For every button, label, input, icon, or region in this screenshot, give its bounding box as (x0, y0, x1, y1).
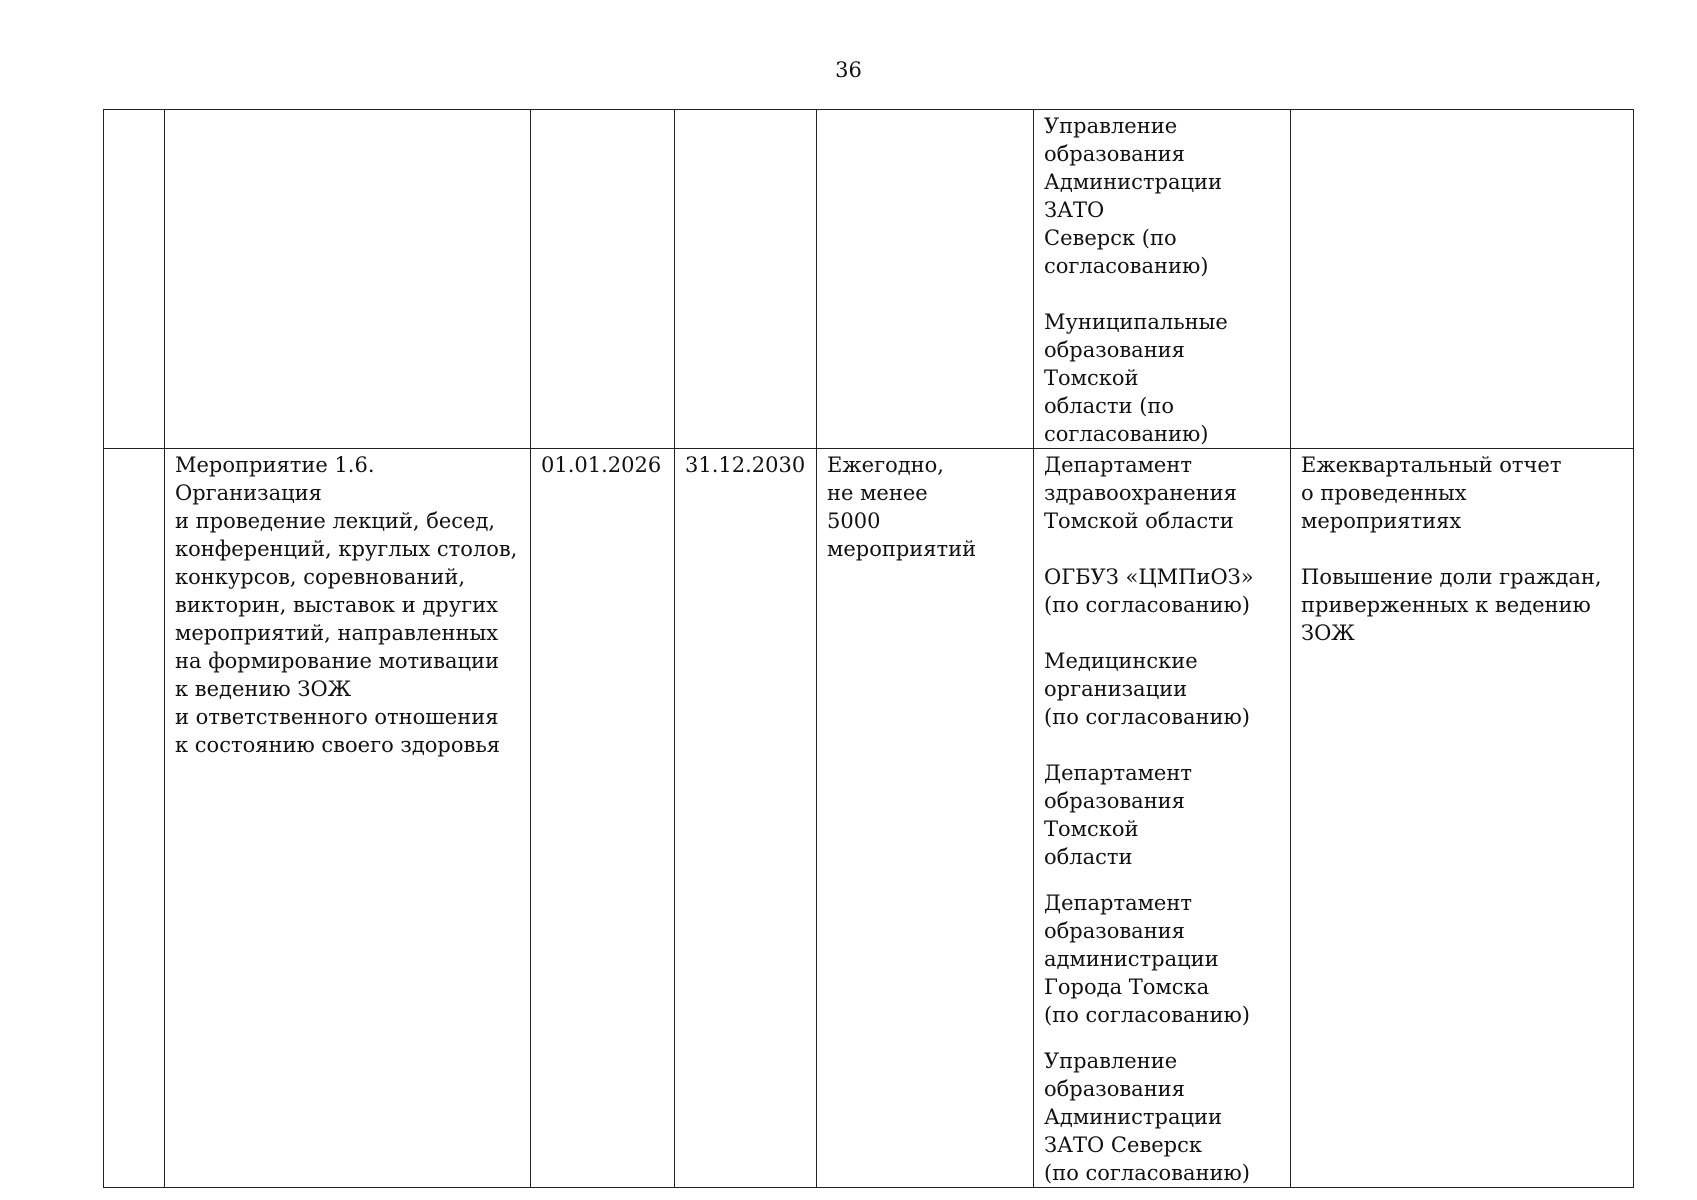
activities-table (103, 109, 1634, 1188)
cell-event-name (165, 449, 531, 1188)
cell-start-date (531, 449, 675, 1188)
cell-result (1291, 449, 1634, 1188)
cell-end-date (675, 449, 817, 1188)
page-number: 36 (835, 58, 862, 82)
cell-indicator (817, 449, 1034, 1188)
cell-end-date (675, 110, 817, 449)
executor-item: Департамент образования администрации Города Томска (по согласованию) (1044, 891, 1250, 1027)
table-row (104, 449, 1634, 1188)
end-date: 31.12.2030 (685, 453, 806, 477)
event-description: Мероприятие 1.6. Организация и проведение лекций, бесед, конференций, круглых столов, конкурсов, соревнований, викторин, выставок и других мероприятий, направленных на формирование мотивации к ведению ЗОЖ и ответственного отношения к состоянию своего здоровья (175, 453, 518, 757)
cell-number (104, 449, 165, 1188)
cell-event-name (165, 110, 531, 449)
result-item: Ежеквартальный отчет о проведенных мероприятиях (1301, 453, 1562, 533)
executor-item: Управление образования Администрации ЗАТО Северск (по согласованию) (1044, 1049, 1250, 1185)
executor-item: Департамент здравоохранения Томской области (1044, 453, 1237, 533)
executor-item: ОГБУЗ «ЦМПиОЗ» (по согласованию) (1044, 565, 1254, 617)
start-date: 01.01.2026 (541, 453, 662, 477)
result-item: Повышение доли граждан, приверженных к ведению ЗОЖ (1301, 565, 1602, 645)
indicator-text: Ежегодно, не менее 5000 мероприятий (827, 453, 977, 561)
executor-item: Медицинские организации (по согласованию) (1044, 649, 1250, 729)
cell-executors (1034, 110, 1291, 449)
executor-item: Департамент образования Томской области (1044, 761, 1192, 869)
table-row (104, 110, 1634, 449)
cell-indicator (817, 110, 1034, 449)
cell-number (104, 110, 165, 449)
cell-start-date (531, 110, 675, 449)
cell-result (1291, 110, 1634, 449)
executor-item: Муниципальные образования Томской области (по согласованию) (1044, 310, 1228, 446)
executor-item: Управление образования Администрации ЗАТО Северск (по согласованию) (1044, 114, 1222, 278)
cell-executors (1034, 449, 1291, 1188)
